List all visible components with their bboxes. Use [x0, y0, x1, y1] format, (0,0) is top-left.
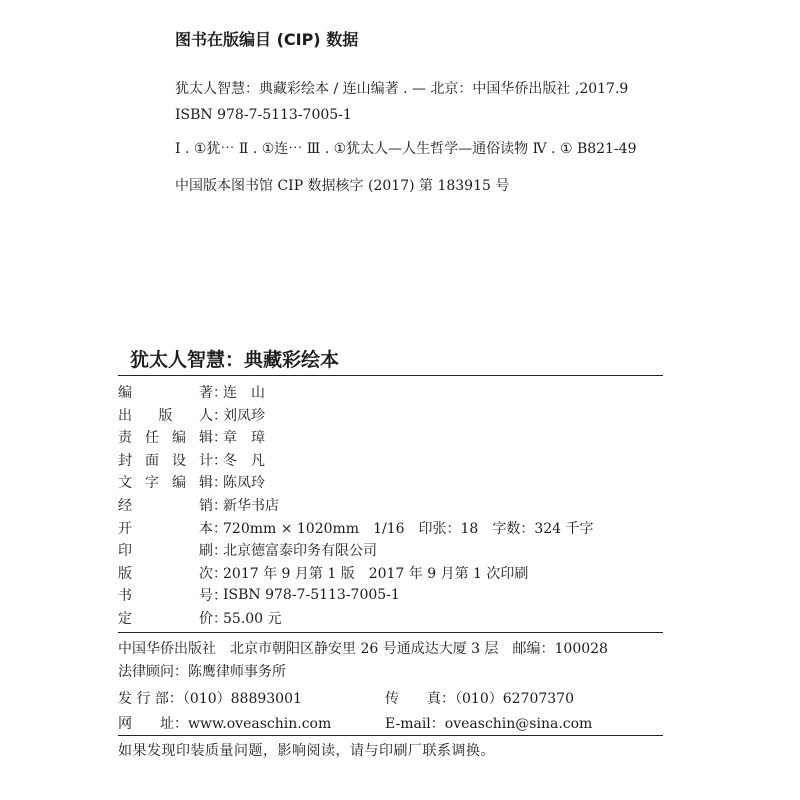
- detail-row: [118, 471, 265, 493]
- detail-value: 新华书店: [223, 498, 279, 514]
- legal-counsel-value: 陈鹰律师事务所: [188, 664, 286, 680]
- cip-record-line: 中国版本图书馆 CIP 数据核字 (2017) 第 183915 号: [175, 178, 510, 194]
- detail-label: 出版人: [118, 407, 213, 424]
- detail-row: [118, 404, 265, 426]
- legal-counsel-line: [118, 661, 286, 681]
- detail-value: 55.00 元: [223, 611, 282, 627]
- email-line: [385, 713, 592, 733]
- detail-colon: ：: [213, 475, 227, 492]
- detail-label: 封面设计: [118, 452, 213, 469]
- legal-counsel-label: 法律顾问：: [118, 664, 188, 680]
- details-divider: [118, 632, 663, 633]
- cip-line-1: 犹太人智慧：典藏彩绘本 / 连山编著 . — 北京：中国华侨出版社 ,2017.9: [175, 81, 629, 97]
- detail-colon: ：: [213, 452, 227, 469]
- detail-label: 责任编辑: [118, 430, 213, 447]
- detail-value: 连 山: [223, 385, 265, 401]
- email-label: E-mail：: [385, 716, 445, 732]
- fax-value: （010）62707370: [455, 691, 574, 707]
- detail-row: [118, 426, 265, 448]
- detail-value: 冬 凡: [223, 452, 265, 469]
- detail-row: [118, 381, 265, 403]
- detail-colon: ：: [213, 520, 227, 537]
- website-value: www.oveaschin.com: [188, 716, 332, 732]
- detail-label: 书号: [118, 588, 213, 605]
- book-title: 犹太人智慧：典藏彩绘本: [130, 349, 340, 371]
- detail-colon: ：: [213, 407, 227, 424]
- detail-label: 开本: [118, 520, 213, 537]
- title-divider: [118, 375, 663, 376]
- detail-value: 刘凤珍: [223, 407, 265, 424]
- detail-value: 720mm × 1020mm 1/16 印张：18 字数：324 千字: [223, 520, 594, 537]
- detail-value: ISBN 978-7-5113-7005-1: [223, 587, 400, 604]
- cip-heading: 图书在版编目 (CIP) 数据: [175, 30, 359, 49]
- detail-colon: ：: [213, 588, 227, 605]
- detail-row: [118, 494, 279, 516]
- detail-label: 版次: [118, 565, 213, 582]
- website-line: [118, 713, 331, 733]
- cip-isbn-line: ISBN 978-7-5113-7005-1: [175, 107, 352, 123]
- sales-line: [118, 688, 302, 708]
- detail-value: 2017 年 9 月第 1 版 2017 年 9 月第 1 次印刷: [223, 565, 529, 582]
- detail-value: 章 璋: [223, 430, 265, 447]
- email-value: oveaschin@sina.com: [444, 716, 593, 732]
- detail-row: [118, 539, 377, 561]
- fax-label: 传 真：: [385, 691, 455, 707]
- detail-label: 经销: [118, 498, 213, 514]
- cip-classification-line: Ⅰ . ①犹⋯ Ⅱ . ①连⋯ Ⅲ . ①犹太人—人生哲学—通俗读物 Ⅳ . ① B821-49: [175, 141, 637, 157]
- detail-row: [118, 449, 265, 471]
- sales-label: 发 行 部：: [118, 691, 183, 707]
- detail-colon: ：: [213, 611, 227, 627]
- website-label: 网 址：: [118, 716, 188, 732]
- detail-colon: ：: [213, 430, 227, 447]
- detail-label: 编著: [118, 385, 213, 401]
- detail-label: 定价: [118, 611, 213, 627]
- detail-row: [118, 562, 528, 584]
- detail-value: 陈凤玲: [223, 475, 265, 492]
- notice-divider: [118, 735, 663, 736]
- detail-label: 文字编辑: [118, 475, 213, 492]
- detail-row: [118, 607, 282, 629]
- quality-notice: 如果发现印装质量问题，影响阅读，请与印刷厂联系调换。: [118, 743, 495, 759]
- detail-value: 北京德富泰印务有限公司: [223, 543, 377, 560]
- detail-colon: ：: [213, 565, 227, 582]
- detail-colon: ：: [213, 498, 227, 514]
- sales-value: （010）88893001: [182, 691, 302, 707]
- detail-colon: ：: [213, 543, 227, 560]
- publisher-address: 中国华侨出版社 北京市朝阳区静安里 26 号通成达大厦 3 层 邮编：100028: [118, 641, 608, 657]
- detail-colon: ：: [213, 385, 227, 401]
- detail-row: [118, 517, 594, 539]
- fax-line: [385, 688, 574, 708]
- detail-row: [118, 584, 400, 606]
- detail-label: 印刷: [118, 543, 213, 560]
